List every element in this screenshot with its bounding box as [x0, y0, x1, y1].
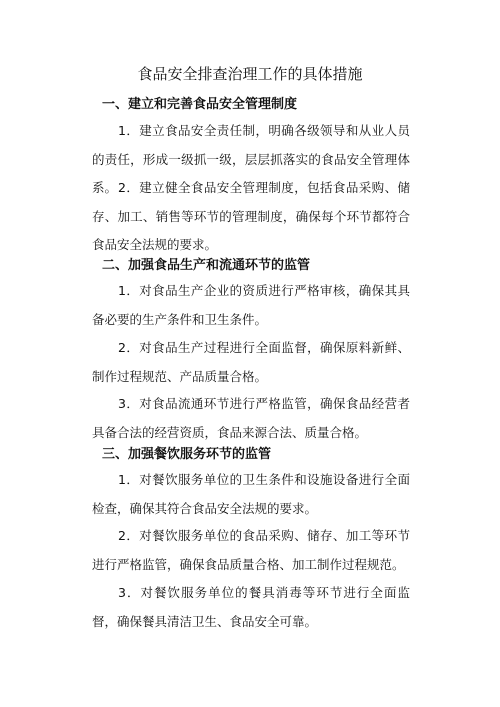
paragraph-1-2: 2．建立健全食品安全管理制度，包括食品采购、储存、加工、销售等环节的管理制度，确保每个环节都符合食品安全法规的要求。: [92, 180, 410, 252]
paragraph-2-1: 1．对食品生产企业的资质进行严格审核，确保其具备必要的生产条件和卫生条件。: [92, 283, 410, 327]
paragraph-1-1: 1．建立食品安全责任制，明确各级领导和从业人员的责任，形成一级抓一级，层层抓落实的食品安全管理体系。: [92, 123, 410, 195]
paragraph-3-1: 1．对餐饮服务单位的卫生条件和设施设备进行全面检查，确保其符合食品安全法规的要求。: [92, 472, 410, 516]
paragraph-3-3: 3．对餐饮服务单位的餐具消毒等环节进行全面监督，确保餐具清洁卫生、食品安全可靠。: [92, 585, 410, 629]
section-heading-1: 一、建立和完善食品安全管理制度: [102, 97, 298, 112]
paragraph-3-2: 2．对餐饮服务单位的食品采购、储存、加工等环节进行严格监管，确保食品质量合格、加工制作过程规范。: [92, 528, 410, 572]
document-title: 食品安全排查治理工作的具体措施: [137, 65, 363, 83]
section-heading-2: 二、加强食品生产和流通环节的监管: [102, 258, 311, 273]
section-heading-3: 三、加强餐饮服务环节的监管: [102, 447, 272, 462]
paragraph-2-2: 2．对食品生产过程进行全面监督，确保原料新鲜、制作过程规范、产品质量合格。: [92, 340, 410, 384]
paragraph-2-3: 3．对食品流通环节进行严格监管，确保食品经营者具备合法的经营资质，食品来源合法、质量合格。: [92, 396, 410, 440]
